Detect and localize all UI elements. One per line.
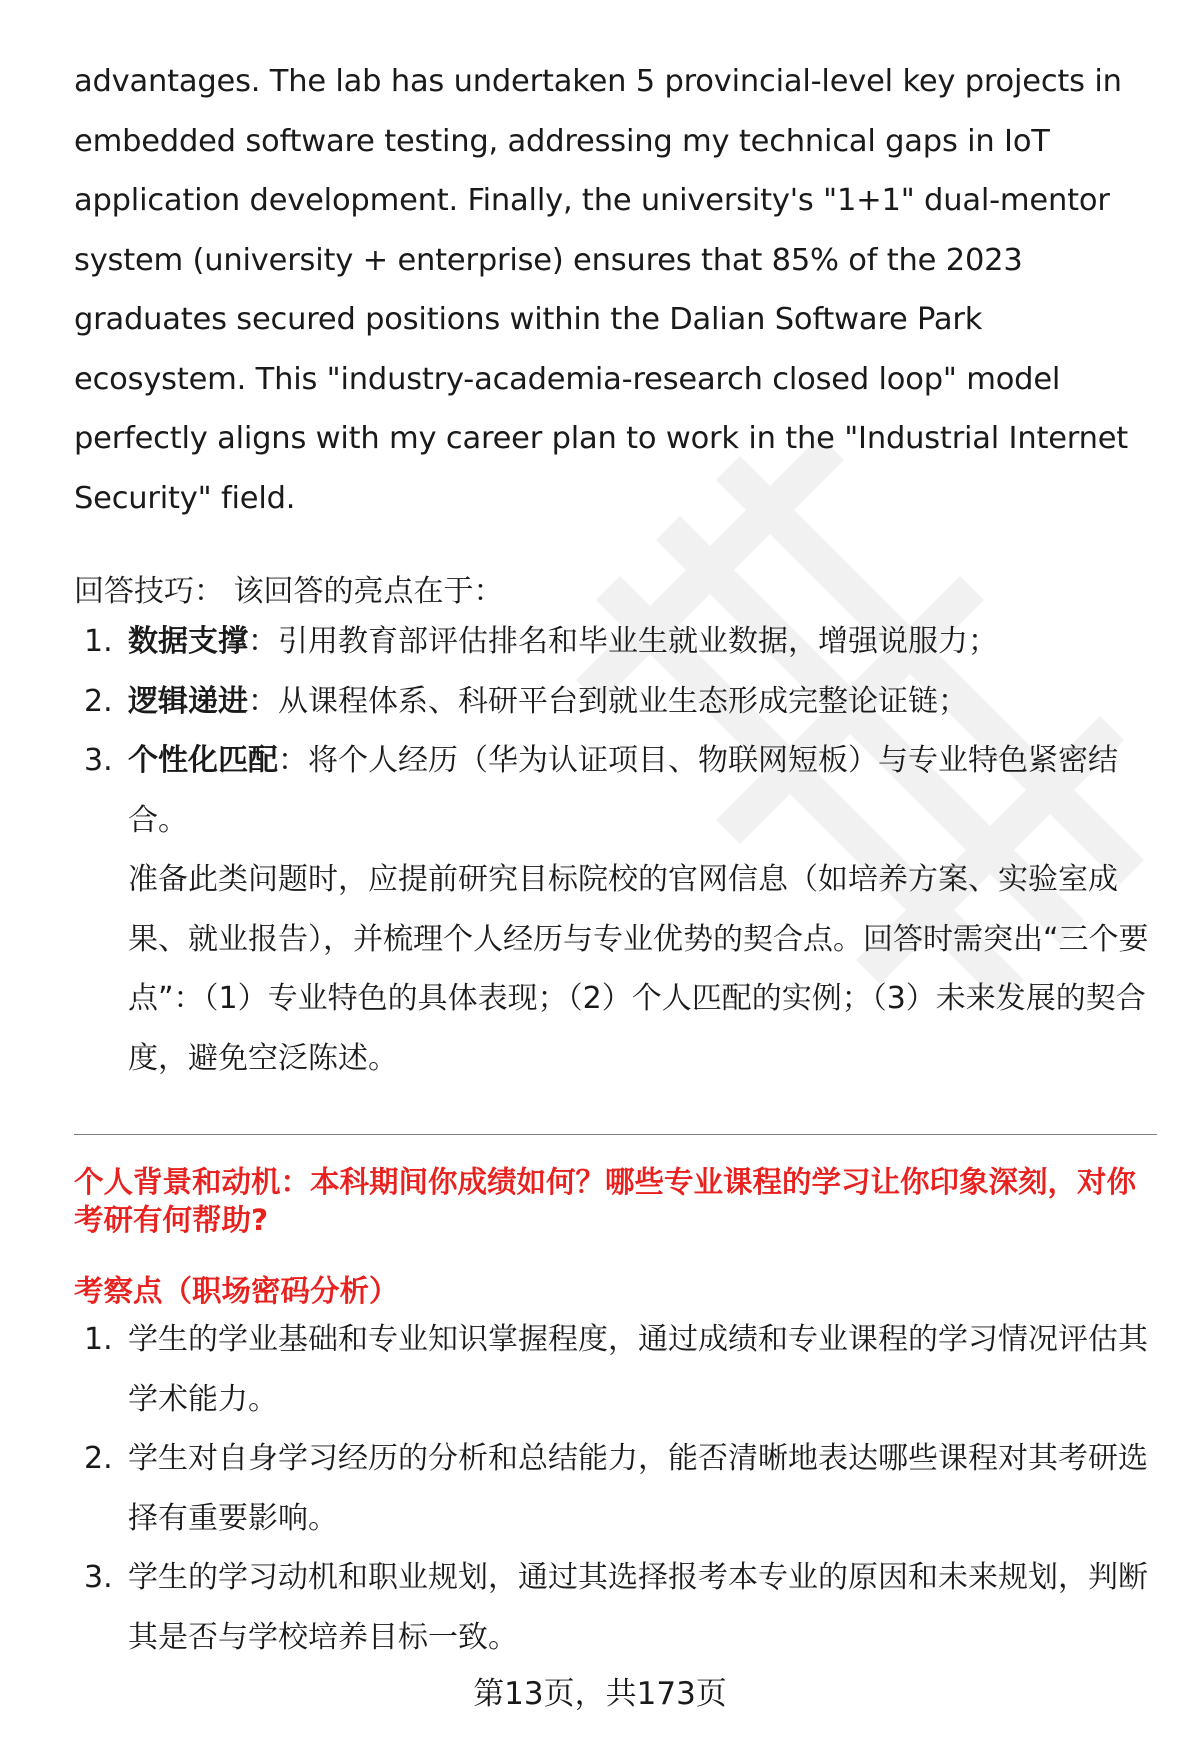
list-number: 1. [84, 624, 113, 659]
list-number: 2. [84, 1441, 113, 1476]
tip-term: 数据支撑 [128, 624, 248, 659]
assessment-text: 学生的学习动机和职业规划，通过其选择报考本专业的原因和未来规划，判断其是否与学校培养目标一致。 [128, 1560, 1148, 1655]
tips-heading: 回答技巧： 该回答的亮点在于： [74, 574, 504, 609]
assessment-list [74, 1310, 1154, 1667]
preparation-note: 准备此类问题时，应提前研究目标院校的官网信息（如培养方案、实验室成果、就业报告），并梳理个人经历与专业优势的契合点。回答时需突出“三个要点”：（1）专业特色的具体表现；（2）个人匹配的实例；（3）未来发展的契合度，避免空泛陈述。 [128, 862, 1149, 1076]
tips-list [74, 612, 1154, 850]
list-number: 1. [84, 1322, 113, 1357]
assessment-text: 学生的学业基础和专业知识掌握程度，通过成绩和专业课程的学习情况评估其学术能力。 [128, 1322, 1148, 1417]
list-number: 3. [84, 1560, 113, 1595]
assessment-text: 学生对自身学习经历的分析和总结能力，能否清晰地表达哪些课程对其考研选择有重要影响。 [128, 1441, 1148, 1536]
tip-term: 个性化匹配 [128, 743, 278, 778]
question-title: 个人背景和动机：本科期间你成绩如何？哪些专业课程的学习让你印象深刻，对你考研有何帮助? [74, 1165, 1137, 1237]
document-page [74, 52, 1154, 1667]
list-item [74, 1310, 1154, 1429]
list-number: 2. [84, 683, 113, 719]
section-divider [74, 1134, 1157, 1135]
list-item [74, 612, 1154, 672]
tip-term: 逻辑递进 [128, 683, 248, 719]
list-item [74, 1548, 1154, 1667]
tip-text: ：从课程体系、科研平台到就业生态形成完整论证链； [248, 683, 968, 719]
page-number: 第13页，共173页 [473, 1676, 727, 1712]
list-item [74, 1429, 1154, 1548]
assessment-heading: 考察点（职场密码分析） [74, 1274, 399, 1308]
tip-text: ：将个人经历（华为认证项目、物联网短板）与专业特色紧密结合。 [128, 743, 1118, 838]
answer-paragraph: advantages. The lab has undertaken 5 provincial-level key projects in embedded software testing, addressing my technical gaps in IoT application development. Finally, the university's "1+1" dual-mentor system (university + enterprise) ensures that 85% of the 2023 graduates secured positions within the Dalian Software Park ecosystem. This "industry-academia-research closed loop" model perfectly aligns with my career plan to work in the "Industrial Internet Security" field. [74, 64, 1129, 516]
list-item [74, 731, 1154, 850]
list-item [74, 672, 1154, 732]
list-number: 3. [84, 743, 113, 778]
tip-text: ：引用教育部评估排名和毕业生就业数据，增强说服力； [248, 624, 998, 659]
